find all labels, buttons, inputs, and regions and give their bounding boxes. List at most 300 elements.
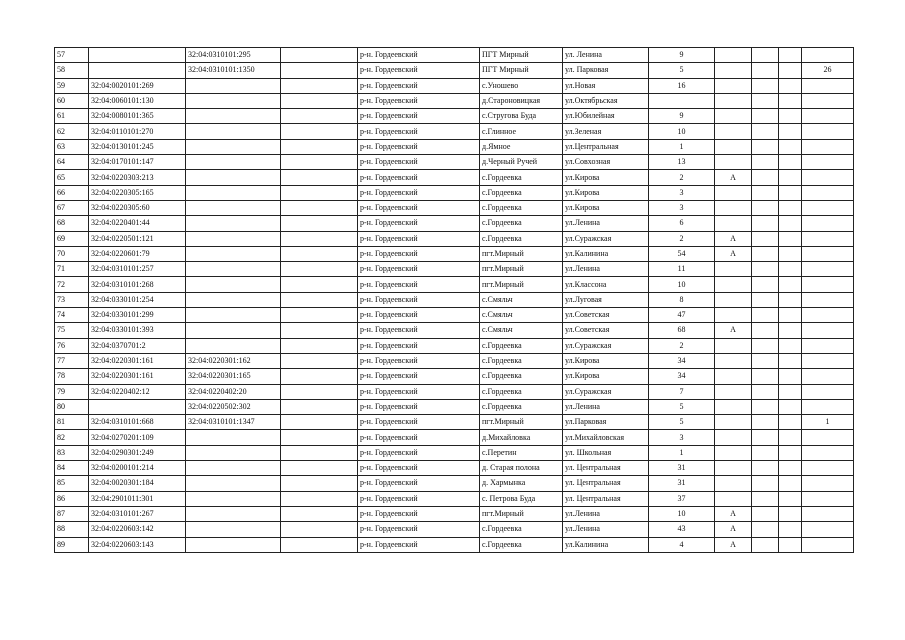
apartment-cell — [802, 338, 854, 353]
blank-cell — [281, 124, 358, 139]
house-number-cell: 5 — [649, 399, 715, 414]
blank-cell — [281, 399, 358, 414]
apartment-cell — [802, 200, 854, 215]
building-cadastral-number-cell — [186, 170, 281, 185]
house-number-cell: 2 — [649, 170, 715, 185]
corpus-cell — [752, 155, 779, 170]
building-cadastral-number-cell — [186, 262, 281, 277]
corpus-cell — [752, 353, 779, 368]
house-letter-cell — [715, 216, 752, 231]
corpus-cell — [752, 506, 779, 521]
corpus-cell — [752, 415, 779, 430]
blank-cell — [281, 93, 358, 108]
cadastral-number-cell: 32:04:0330101:393 — [89, 323, 186, 338]
blank-cell — [281, 476, 358, 491]
house-number-cell: 37 — [649, 491, 715, 506]
corpus-cell — [752, 109, 779, 124]
row-number-cell: 85 — [55, 476, 89, 491]
corpus-cell — [752, 246, 779, 261]
house-letter-cell — [715, 139, 752, 154]
apartment-cell — [802, 476, 854, 491]
corpus-cell — [752, 430, 779, 445]
locality-cell: д. Хармынка — [480, 476, 563, 491]
house-letter-cell — [715, 63, 752, 78]
district-cell: р-н. Гордеевский — [358, 323, 480, 338]
house-number-cell: 34 — [649, 353, 715, 368]
blank-cell — [281, 461, 358, 476]
building-cadastral-number-cell: 32:04:0310101:1350 — [186, 63, 281, 78]
corpus-cell — [752, 139, 779, 154]
blank-cell — [779, 292, 802, 307]
house-number-cell: 10 — [649, 506, 715, 521]
cadastral-number-cell: 32:04:0220305:165 — [89, 185, 186, 200]
house-number-cell: 31 — [649, 476, 715, 491]
row-number-cell: 88 — [55, 522, 89, 537]
table-row — [55, 48, 854, 63]
house-number-cell: 31 — [649, 461, 715, 476]
blank-cell — [779, 185, 802, 200]
street-cell: ул.Калинина — [563, 246, 649, 261]
blank-cell — [281, 48, 358, 63]
apartment-cell — [802, 216, 854, 231]
house-letter-cell — [715, 476, 752, 491]
locality-cell: с.Стругова Буда — [480, 109, 563, 124]
locality-cell: с.Гордеевка — [480, 231, 563, 246]
blank-cell — [779, 170, 802, 185]
blank-cell — [281, 185, 358, 200]
locality-cell: пгт.Мирный — [480, 506, 563, 521]
corpus-cell — [752, 476, 779, 491]
table-row — [55, 537, 854, 552]
house-number-cell: 11 — [649, 262, 715, 277]
blank-cell — [779, 93, 802, 108]
corpus-cell — [752, 48, 779, 63]
street-cell: ул.Кирова — [563, 353, 649, 368]
cadastral-number-cell: 32:04:0310101:268 — [89, 277, 186, 292]
blank-cell — [281, 246, 358, 261]
table-row — [55, 277, 854, 292]
row-number-cell: 77 — [55, 353, 89, 368]
house-number-cell: 34 — [649, 369, 715, 384]
district-cell: р-н. Гордеевский — [358, 384, 480, 399]
locality-cell: с.Гордеевка — [480, 216, 563, 231]
blank-cell — [779, 415, 802, 430]
street-cell: ул. Центральная — [563, 491, 649, 506]
district-cell: р-н. Гордеевский — [358, 353, 480, 368]
cadastral-number-cell: 32:04:0270201:109 — [89, 430, 186, 445]
cadastral-number-cell — [89, 48, 186, 63]
house-letter-cell — [715, 308, 752, 323]
building-cadastral-number-cell — [186, 185, 281, 200]
building-cadastral-number-cell — [186, 430, 281, 445]
street-cell: ул.Калинина — [563, 537, 649, 552]
house-number-cell: 2 — [649, 338, 715, 353]
table-row — [55, 93, 854, 108]
blank-cell — [779, 246, 802, 261]
table-row — [55, 384, 854, 399]
house-letter-cell: А — [715, 246, 752, 261]
corpus-cell — [752, 63, 779, 78]
apartment-cell — [802, 124, 854, 139]
building-cadastral-number-cell: 32:04:0220301:162 — [186, 353, 281, 368]
table-row — [55, 139, 854, 154]
district-cell: р-н. Гордеевский — [358, 216, 480, 231]
street-cell: ул.Парковая — [563, 415, 649, 430]
street-cell: ул.Ленина — [563, 262, 649, 277]
blank-cell — [281, 384, 358, 399]
locality-cell: с. Петрова Буда — [480, 491, 563, 506]
house-number-cell: 54 — [649, 246, 715, 261]
street-cell: ул.Суражская — [563, 384, 649, 399]
corpus-cell — [752, 522, 779, 537]
table-row — [55, 506, 854, 521]
building-cadastral-number-cell — [186, 109, 281, 124]
table-row — [55, 231, 854, 246]
apartment-cell — [802, 155, 854, 170]
apartment-cell — [802, 491, 854, 506]
table-row — [55, 200, 854, 215]
row-number-cell: 84 — [55, 461, 89, 476]
street-cell: ул.Центральная — [563, 139, 649, 154]
house-number-cell: 5 — [649, 415, 715, 430]
locality-cell: с.Гордеевка — [480, 185, 563, 200]
district-cell: р-н. Гордеевский — [358, 246, 480, 261]
house-letter-cell — [715, 200, 752, 215]
house-number-cell: 1 — [649, 445, 715, 460]
house-number-cell: 6 — [649, 216, 715, 231]
district-cell: р-н. Гордеевский — [358, 537, 480, 552]
locality-cell: с.Смяльч — [480, 308, 563, 323]
street-cell: ул.Суражская — [563, 231, 649, 246]
row-number-cell: 79 — [55, 384, 89, 399]
blank-cell — [779, 78, 802, 93]
district-cell: р-н. Гордеевский — [358, 308, 480, 323]
district-cell: р-н. Гордеевский — [358, 63, 480, 78]
apartment-cell — [802, 399, 854, 414]
table-row — [55, 63, 854, 78]
table-row — [55, 415, 854, 430]
street-cell: ул. Школьная — [563, 445, 649, 460]
house-number-cell: 10 — [649, 277, 715, 292]
house-letter-cell: А — [715, 323, 752, 338]
corpus-cell — [752, 399, 779, 414]
street-cell: ул.Кирова — [563, 185, 649, 200]
house-number-cell: 10 — [649, 124, 715, 139]
cadastral-number-cell: 32:04:0220402:12 — [89, 384, 186, 399]
blank-cell — [779, 200, 802, 215]
cadastral-number-cell: 32:04:0310101:257 — [89, 262, 186, 277]
locality-cell: пгт.Мирный — [480, 246, 563, 261]
blank-cell — [281, 139, 358, 154]
table-row — [55, 353, 854, 368]
street-cell: ул. Ленина — [563, 48, 649, 63]
blank-cell — [281, 537, 358, 552]
building-cadastral-number-cell — [186, 461, 281, 476]
apartment-cell — [802, 170, 854, 185]
district-cell: р-н. Гордеевский — [358, 48, 480, 63]
blank-cell — [281, 338, 358, 353]
row-number-cell: 72 — [55, 277, 89, 292]
locality-cell: пгт.Мирный — [480, 277, 563, 292]
blank-cell — [779, 506, 802, 521]
row-number-cell: 64 — [55, 155, 89, 170]
district-cell: р-н. Гордеевский — [358, 415, 480, 430]
house-number-cell: 4 — [649, 537, 715, 552]
corpus-cell — [752, 78, 779, 93]
row-number-cell: 67 — [55, 200, 89, 215]
blank-cell — [281, 78, 358, 93]
locality-cell: с.Гордеевка — [480, 353, 563, 368]
apartment-cell — [802, 369, 854, 384]
table-row — [55, 292, 854, 307]
blank-cell — [281, 155, 358, 170]
apartment-cell — [802, 109, 854, 124]
locality-cell: с.Уношево — [480, 78, 563, 93]
district-cell: р-н. Гордеевский — [358, 491, 480, 506]
street-cell: ул.Кирова — [563, 200, 649, 215]
apartment-cell: 1 — [802, 415, 854, 430]
locality-cell: д.Ямное — [480, 139, 563, 154]
district-cell: р-н. Гордеевский — [358, 277, 480, 292]
house-number-cell: 3 — [649, 200, 715, 215]
locality-cell: д.Черный Ручей — [480, 155, 563, 170]
row-number-cell: 59 — [55, 78, 89, 93]
corpus-cell — [752, 323, 779, 338]
blank-cell — [281, 308, 358, 323]
blank-cell — [779, 262, 802, 277]
row-number-cell: 68 — [55, 216, 89, 231]
row-number-cell: 78 — [55, 369, 89, 384]
apartment-cell — [802, 323, 854, 338]
house-letter-cell — [715, 399, 752, 414]
house-number-cell: 9 — [649, 48, 715, 63]
house-number-cell — [649, 93, 715, 108]
street-cell: ул.Ленина — [563, 506, 649, 521]
cadastral-number-cell: 32:04:0290301:249 — [89, 445, 186, 460]
table-row — [55, 369, 854, 384]
row-number-cell: 80 — [55, 399, 89, 414]
table-row — [55, 78, 854, 93]
street-cell: ул.Новая — [563, 78, 649, 93]
corpus-cell — [752, 93, 779, 108]
locality-cell: д.Михайловка — [480, 430, 563, 445]
locality-cell: д.Староновицкая — [480, 93, 563, 108]
building-cadastral-number-cell — [186, 292, 281, 307]
blank-cell — [281, 277, 358, 292]
blank-cell — [281, 415, 358, 430]
street-cell: ул.Советская — [563, 323, 649, 338]
building-cadastral-number-cell: 32:04:0220402:20 — [186, 384, 281, 399]
street-cell: ул.Кирова — [563, 170, 649, 185]
building-cadastral-number-cell — [186, 537, 281, 552]
street-cell: ул.Суражская — [563, 338, 649, 353]
locality-cell: с.Гордеевка — [480, 170, 563, 185]
row-number-cell: 65 — [55, 170, 89, 185]
blank-cell — [281, 262, 358, 277]
cadastral-number-cell: 32:04:0220601:79 — [89, 246, 186, 261]
blank-cell — [281, 216, 358, 231]
district-cell: р-н. Гордеевский — [358, 155, 480, 170]
cadastral-number-cell: 32:04:0220501:121 — [89, 231, 186, 246]
street-cell: ул.Луговая — [563, 292, 649, 307]
district-cell: р-н. Гордеевский — [358, 430, 480, 445]
district-cell: р-н. Гордеевский — [358, 200, 480, 215]
locality-cell: с.Гордеевка — [480, 384, 563, 399]
district-cell: р-н. Гордеевский — [358, 399, 480, 414]
locality-cell: с.Гордеевка — [480, 200, 563, 215]
table-row — [55, 461, 854, 476]
row-number-cell: 62 — [55, 124, 89, 139]
row-number-cell: 83 — [55, 445, 89, 460]
corpus-cell — [752, 491, 779, 506]
apartment-cell — [802, 277, 854, 292]
house-letter-cell — [715, 78, 752, 93]
row-number-cell: 82 — [55, 430, 89, 445]
district-cell: р-н. Гордеевский — [358, 445, 480, 460]
row-number-cell: 75 — [55, 323, 89, 338]
blank-cell — [281, 522, 358, 537]
apartment-cell — [802, 461, 854, 476]
house-letter-cell — [715, 109, 752, 124]
house-number-cell: 13 — [649, 155, 715, 170]
street-cell: ул.Юбилейная — [563, 109, 649, 124]
row-number-cell: 70 — [55, 246, 89, 261]
row-number-cell: 63 — [55, 139, 89, 154]
cadastral-number-cell: 32:04:0370701:2 — [89, 338, 186, 353]
district-cell: р-н. Гордеевский — [358, 124, 480, 139]
blank-cell — [779, 430, 802, 445]
street-cell: ул.Советская — [563, 308, 649, 323]
street-cell: ул.Ленина — [563, 216, 649, 231]
cadastral-number-cell: 32:04:0220303:213 — [89, 170, 186, 185]
apartment-cell — [802, 246, 854, 261]
row-number-cell: 66 — [55, 185, 89, 200]
blank-cell — [779, 139, 802, 154]
cadastral-number-cell: 32:04:0080101:365 — [89, 109, 186, 124]
house-number-cell: 43 — [649, 522, 715, 537]
blank-cell — [779, 399, 802, 414]
street-cell: ул.Ленина — [563, 399, 649, 414]
blank-cell — [281, 430, 358, 445]
cadastral-number-cell: 32:04:0220401:44 — [89, 216, 186, 231]
house-letter-cell — [715, 430, 752, 445]
address-register-table — [54, 47, 854, 553]
blank-cell — [281, 445, 358, 460]
house-letter-cell — [715, 262, 752, 277]
house-letter-cell — [715, 93, 752, 108]
blank-cell — [779, 369, 802, 384]
house-number-cell: 16 — [649, 78, 715, 93]
building-cadastral-number-cell — [186, 155, 281, 170]
table-row — [55, 155, 854, 170]
building-cadastral-number-cell — [186, 506, 281, 521]
corpus-cell — [752, 277, 779, 292]
locality-cell: ПГТ Мирный — [480, 63, 563, 78]
house-number-cell: 9 — [649, 109, 715, 124]
corpus-cell — [752, 292, 779, 307]
table-row — [55, 491, 854, 506]
blank-cell — [779, 277, 802, 292]
building-cadastral-number-cell — [186, 277, 281, 292]
building-cadastral-number-cell — [186, 338, 281, 353]
cadastral-number-cell: 32:04:0220301:161 — [89, 369, 186, 384]
building-cadastral-number-cell — [186, 231, 281, 246]
house-letter-cell — [715, 292, 752, 307]
cadastral-number-cell: 32:04:0330101:299 — [89, 308, 186, 323]
blank-cell — [281, 506, 358, 521]
locality-cell: с.Гордеевка — [480, 522, 563, 537]
table-row — [55, 109, 854, 124]
house-letter-cell — [715, 461, 752, 476]
district-cell: р-н. Гордеевский — [358, 369, 480, 384]
district-cell: р-н. Гордеевский — [358, 461, 480, 476]
corpus-cell — [752, 308, 779, 323]
house-number-cell: 3 — [649, 185, 715, 200]
table-row — [55, 308, 854, 323]
corpus-cell — [752, 461, 779, 476]
building-cadastral-number-cell: 32:04:0310101:1347 — [186, 415, 281, 430]
building-cadastral-number-cell — [186, 323, 281, 338]
row-number-cell: 87 — [55, 506, 89, 521]
apartment-cell — [802, 430, 854, 445]
cadastral-number-cell: 32:04:0310101:668 — [89, 415, 186, 430]
district-cell: р-н. Гордеевский — [358, 522, 480, 537]
table-row — [55, 323, 854, 338]
district-cell: р-н. Гордеевский — [358, 109, 480, 124]
district-cell: р-н. Гордеевский — [358, 78, 480, 93]
locality-cell: пгт.Мирный — [480, 262, 563, 277]
blank-cell — [281, 231, 358, 246]
district-cell: р-н. Гордеевский — [358, 338, 480, 353]
street-cell: ул. Парковая — [563, 63, 649, 78]
row-number-cell: 69 — [55, 231, 89, 246]
row-number-cell: 58 — [55, 63, 89, 78]
row-number-cell: 71 — [55, 262, 89, 277]
street-cell: ул.Октябрьская — [563, 93, 649, 108]
locality-cell: с.Перетин — [480, 445, 563, 460]
row-number-cell: 74 — [55, 308, 89, 323]
house-letter-cell — [715, 369, 752, 384]
apartment-cell — [802, 139, 854, 154]
house-letter-cell — [715, 185, 752, 200]
blank-cell — [779, 461, 802, 476]
district-cell: р-н. Гордеевский — [358, 185, 480, 200]
building-cadastral-number-cell: 32:04:0220502:302 — [186, 399, 281, 414]
building-cadastral-number-cell: 32:04:0220301:165 — [186, 369, 281, 384]
house-letter-cell — [715, 48, 752, 63]
corpus-cell — [752, 200, 779, 215]
locality-cell: с.Гордеевка — [480, 537, 563, 552]
building-cadastral-number-cell — [186, 216, 281, 231]
blank-cell — [779, 124, 802, 139]
street-cell: ул. Центральная — [563, 461, 649, 476]
table-row — [55, 338, 854, 353]
house-number-cell: 68 — [649, 323, 715, 338]
table-row — [55, 522, 854, 537]
corpus-cell — [752, 537, 779, 552]
apartment-cell — [802, 353, 854, 368]
apartment-cell — [802, 384, 854, 399]
street-cell: ул. Центральная — [563, 476, 649, 491]
row-number-cell: 76 — [55, 338, 89, 353]
blank-cell — [281, 292, 358, 307]
house-letter-cell — [715, 124, 752, 139]
blank-cell — [281, 63, 358, 78]
locality-cell: с.Смяльч — [480, 292, 563, 307]
cadastral-number-cell: 32:04:0110101:270 — [89, 124, 186, 139]
table-row — [55, 246, 854, 261]
corpus-cell — [752, 262, 779, 277]
